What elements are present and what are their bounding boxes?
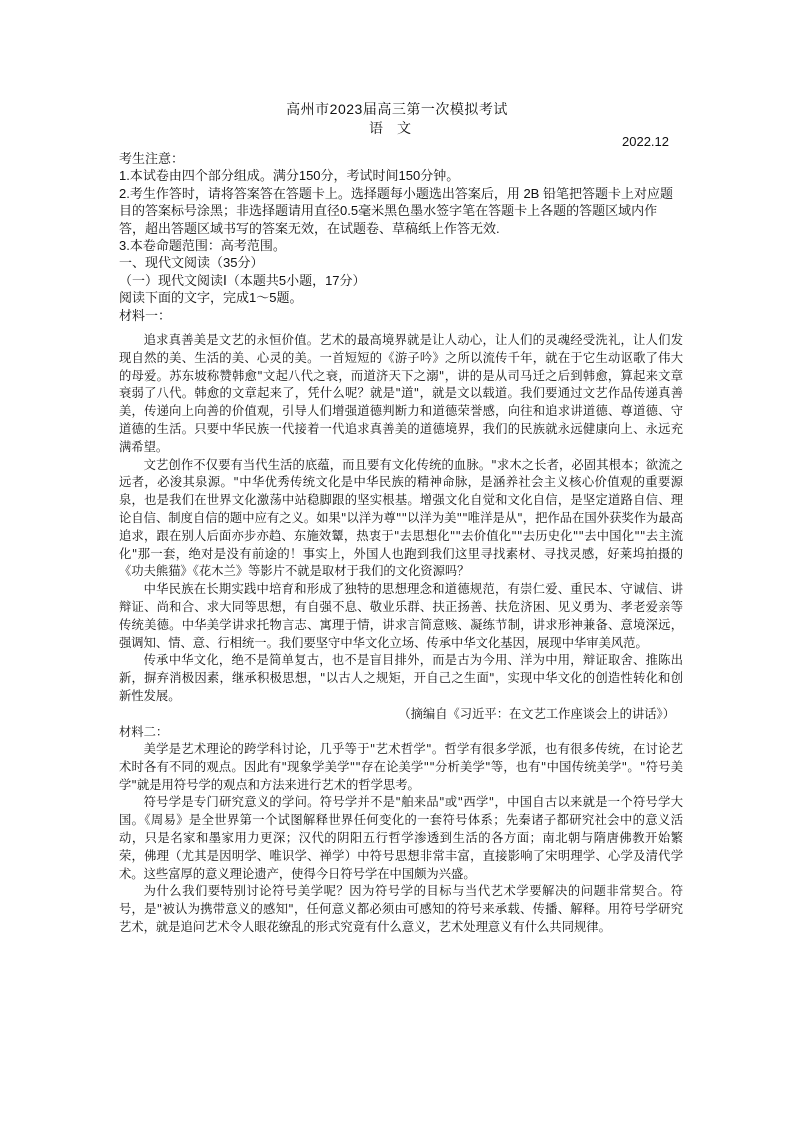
exam-notes: [119, 150, 683, 324]
exam-date: 2022.12: [622, 134, 669, 149]
paragraph: 文艺创作不仅要有当代生活的底蕴，而且要有文化传统的血脉。"求木之长者，必固其根本；欲流之远者，必浚其泉源。"中华优秀传统文化是中华民族的精神命脉，是涵养社会主义核心价值观的重要源泉，也是我们在世界文化激荡中站稳脚跟的坚实根基。增强文化自觉和文化自信，是坚定道路自信、理论自信、制度自信的题中应有之义。如果"以洋为尊""以洋为美""唯洋是从"，把作品在国外获奖作为最高追求，跟在别人后面亦步亦趋、东施效颦，热衷于"去思想化""去价值化""去历史化""去中国化""去主流化"那一套，绝对是没有前途的！事实上，外国人也跑到我们这里寻找素材、寻找灵感，好莱坞拍摄的《功夫熊猫》《花木兰》等影片不就是取材于我们的文化资源吗？: [119, 457, 683, 579]
material-label: 材料二：: [119, 724, 169, 739]
material-one-text: [119, 332, 683, 741]
paragraph: 追求真善美是文艺的永恒价值。艺术的最高境界就是让人动心，让人们的灵魂经受洗礼，让人们发现自然的美、生活的美、心灵的美。一首短短的《游子吟》之所以流传千年，就在于它生动讴歌了伟大的母爱。苏东坡称赞韩愈"文起八代之衰，而道济天下之溺"，讲的是从司马迁之后到韩愈，算起来文章衰弱了八代。韩愈的文章起来了，凭什么呢？就是"道"，就是文以载道。我们要通过文艺作品传递真善美，传递向上向善的价值观，引导人们增强道德判断力和道德荣誉感，向往和追求讲道德、尊道德、守道德的生活。只要中华民族一代接着一代追求真善美的道德境界，我们的民族就永远健康向上、永远充满希望。: [119, 333, 683, 454]
notes-heading: 考生注意：: [119, 151, 185, 166]
reading-instruction: 阅读下面的文字，完成1～5题。: [119, 290, 303, 306]
subsection-heading: （一）现代文阅读Ⅰ（本题共5小题，17分）: [119, 272, 366, 288]
paragraph: 传承中华文化，绝不是简单复古，也不是盲目排外，而是古为今用、洋为中用，辩证取舍、推陈出新，摒弃消极因素，继承积极思想，"以古人之规矩，开自己之生面"，实现中华文化的创造性转化和创新性发展。: [119, 653, 683, 703]
section-heading: 一、现代文阅读（35分）: [119, 255, 264, 271]
paragraph: 为什么我们要特别讨论符号美学呢？因为符号学的目标与当代艺术学要解决的问题非常契合。符号，是"被认为携带意义的感知"，任何意义都必须由可感知的符号来承载、传播、解释。用符号学研究艺术，就是追问艺术令人眼花缭乱的形式究竟有什么意义，艺术处理意义有什么共同规律。: [119, 884, 683, 934]
source-citation: （摘编自《习近平：在文艺工作座谈会上的讲话》）: [398, 706, 675, 721]
note-item: 1.本试卷由四个部分组成。满分150分，考试时间150分钟。: [119, 168, 460, 184]
paragraph: 中华民族在长期实践中培育和形成了独特的思想理念和道德规范，有崇仁爱、重民本、守诚信、讲辩证、尚和合、求大同等思想，有自强不息、敬业乐群、扶正扬善、扶危济困、见义勇为、孝老爱亲等传统美德。中华美学讲求托物言志、寓理于情，讲求言简意赅、凝练节制，讲求形神兼备、意境深远，强调知、情、意、行相统一。我们要坚守中华文化立场、传承中华文化基因，展现中华审美风范。: [119, 582, 683, 650]
exam-subject: 语文: [369, 120, 425, 136]
note-item: 2.考生作答时，请将答案答在答题卡上。选择题每小题选出答案后，用 2B 铅笔把答题卡上对应题目的答案标号涂黑；非选择题请用直径0.5毫米黑色墨水签字笔在答题卡上各题的答题区域内作答，超出答题区域书写的答案无效，在试题卷、草稿纸上作答无效.: [119, 185, 673, 236]
paragraph: 美学是艺术理论的跨学科讨论，几乎等于"艺术哲学"。哲学有很多学派，也有很多传统，在讨论艺术时各有不同的观点。因此有"现象学美学""存在论美学""分析美学"等，也有"中国传统美学"。"符号美学"就是用符号学的观点和方法来进行艺术的哲学思考。: [119, 742, 683, 792]
exam-title: 高州市2023届高三第一次模拟考试: [286, 101, 508, 117]
material-label: 材料一：: [119, 307, 172, 323]
paragraph: 符号学是专门研究意义的学问。符号学并不是"舶来品"或"西学"，中国自古以来就是一个符号学大国。《周易》是全世界第一个试图解释世界任何变化的一套符号体系；先秦诸子都研究社会中的意义活动，只是名家和墨家用力更深；汉代的阴阳五行哲学渗透到生活的各方面；南北朝与隋唐佛教开始繁荣，佛理（尤其是因明学、唯识学、禅学）中符号思想非常丰富，直接影响了宋明理学、心学及清代学术。这些富厚的意义理论遗产，使得今日符号学在中国颇为兴盛。: [119, 795, 683, 881]
material-two-text: [119, 741, 683, 937]
note-item: 3.本卷命题范围：高考范围。: [119, 238, 286, 254]
